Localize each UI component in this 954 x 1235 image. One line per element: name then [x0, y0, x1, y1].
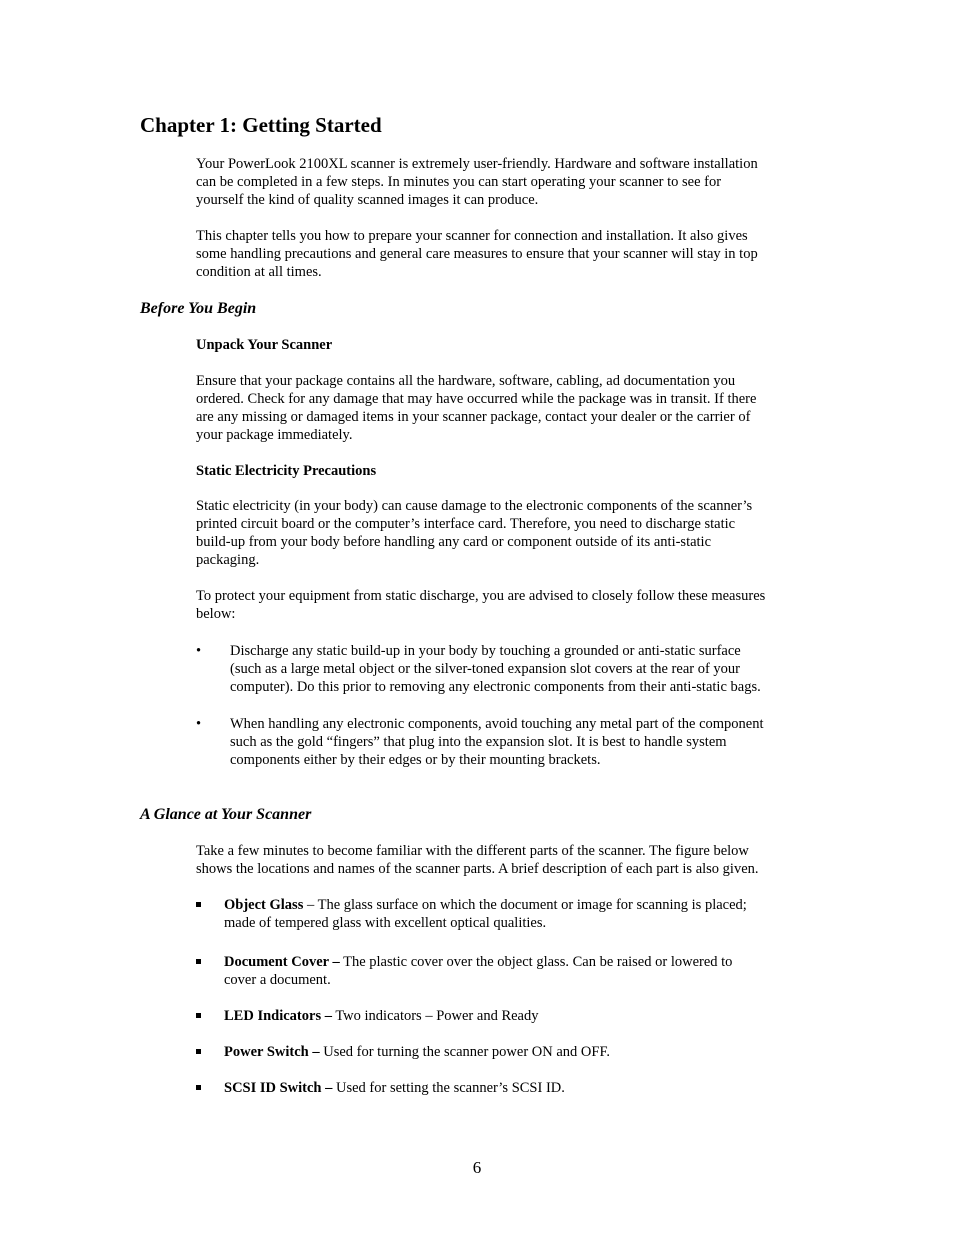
square-bullet-icon — [196, 1085, 201, 1090]
intro-paragraph-1: Your PowerLook 2100XL scanner is extremely user-friendly. Hardware and software installation can be completed in a few steps. In minutes you can start operating your scanner to see for yourself the kind of quality scanned images it can produce. — [196, 156, 758, 208]
part-description — [224, 1007, 814, 1025]
part-description — [224, 1043, 814, 1061]
chapter-title: Chapter 1: Getting Started — [140, 113, 382, 137]
part-name: LED Indicators – — [224, 1008, 332, 1024]
part-name: Document Cover – — [224, 954, 340, 970]
static-paragraph-2: To protect your equipment from static discharge, you are advised to closely follow these measures below: — [196, 588, 766, 622]
square-bullet-icon — [196, 902, 201, 907]
part-name: Power Switch – — [224, 1044, 320, 1060]
bullet-text: When handling any electronic components, avoid touching any metal part of the component such as the gold “fingers” that plug into the expansion slot. It is best to handle system components either by their edges or by their mounting brackets. — [230, 716, 764, 768]
unpack-paragraph: Ensure that your package contains all the hardware, software, cabling, ad documentation you ordered. Check for any damage that may have occurred while the package was in transit. If there are any missing or damaged items in your scanner package, contact your dealer or the carrier of your package immediately. — [196, 373, 757, 443]
bullet-icon: • — [196, 643, 202, 659]
section-title-before-you-begin: Before You Begin — [140, 300, 257, 317]
part-name: Object Glass — [224, 897, 304, 913]
square-bullet-icon — [196, 959, 201, 964]
part-desc: Used for turning the scanner power ON and OFF. — [319, 1044, 610, 1060]
part-description — [224, 953, 814, 989]
static-paragraph-1: Static electricity (in your body) can cause damage to the electronic components of the scanner’s printed circuit board or the computer’s interface card. Therefore, you need to discharge static build-up from your body before handling any card or component outside of its anti-static packaging. — [196, 498, 753, 568]
intro-paragraph-2: This chapter tells you how to prepare your scanner for connection and installation. It also gives some handling precautions and general care measures to ensure that your scanner will stay in top condition at all times. — [196, 228, 758, 280]
square-bullet-icon — [196, 1013, 201, 1018]
bullet-text: Discharge any static build-up in your body by touching a grounded or anti-static surface (such as a large metal object or the silver-toned expansion slot covers at the rear of your computer). Do this prior to removing any electronic components from their anti-static bags. — [230, 643, 761, 695]
part-desc: Two indicators – Power and Ready — [331, 1008, 539, 1024]
subheading-static: Static Electricity Precautions — [196, 463, 377, 479]
subheading-unpack: Unpack Your Scanner — [196, 337, 333, 353]
part-description — [224, 896, 814, 932]
bullet-icon: • — [196, 716, 202, 732]
glance-intro-paragraph: Take a few minutes to become familiar with the different parts of the scanner. The figure below shows the locations and names of the scanner parts. A brief description of each part is also given. — [196, 843, 759, 877]
part-desc: – The glass surface on which the document or image for scanning is placed; made of tempered glass with excellent optical qualities. — [224, 897, 747, 931]
page-number: 6 — [472, 1158, 482, 1177]
part-description — [224, 1079, 814, 1097]
part-desc: The plastic cover over the object glass. Can be raised or lowered to cover a document. — [224, 954, 733, 988]
section-title-glance: A Glance at Your Scanner — [140, 806, 312, 823]
part-desc: Used for setting the scanner’s SCSI ID. — [332, 1080, 565, 1096]
square-bullet-icon — [196, 1049, 201, 1054]
part-name: SCSI ID Switch – — [224, 1080, 333, 1096]
